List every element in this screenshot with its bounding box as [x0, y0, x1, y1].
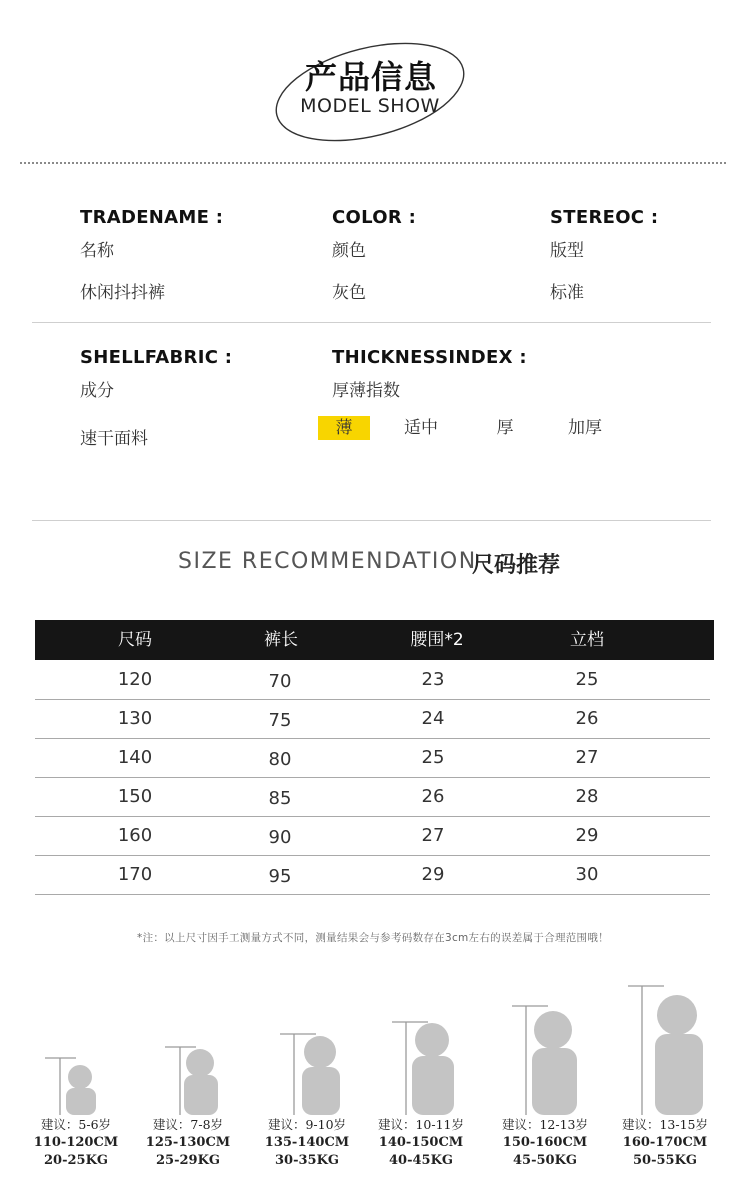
shellfabric-label-cn: 成分	[80, 381, 114, 401]
rec-age: 建议：5-6岁	[40, 1117, 112, 1132]
thickness-option-medium: 适中	[404, 418, 438, 438]
tradename-label-en: TRADENAME :	[80, 207, 224, 228]
tradename-label-cn: 名称	[80, 241, 114, 261]
cell-rise: 26	[575, 708, 599, 729]
size-section-title-en: SIZE RECOMMENDATION	[178, 549, 477, 574]
rec-age: 建议：13-15岁	[621, 1117, 709, 1132]
kids-height-silhouettes	[0, 975, 746, 1115]
kid-silhouette-2	[184, 1049, 218, 1115]
header-rise: 立档	[570, 630, 604, 650]
measurement-note: *注：以上尺寸因手工测量方式不同，测量结果会与参考码数存在3cm左右的误差属于合理范围哦！	[137, 932, 609, 944]
rec-weight: 40-45KG	[389, 1153, 453, 1168]
cell-length: 75	[268, 710, 292, 731]
cell-length: 70	[268, 671, 292, 692]
recommendation-6	[605, 1116, 725, 1170]
rec-weight: 25-29KG	[156, 1153, 220, 1168]
rec-weight: 20-25KG	[44, 1153, 108, 1168]
stereoc-label-en: STEREOC :	[550, 207, 659, 228]
thickness-label-en: THICKNESSINDEX :	[332, 347, 527, 368]
cell-waist: 26	[421, 786, 445, 807]
shellfabric-value: 速干面料	[80, 429, 148, 449]
page-title-en: MODEL SHOW	[300, 95, 440, 117]
cell-rise: 25	[575, 669, 599, 690]
cell-rise: 29	[575, 825, 599, 846]
cell-length: 90	[268, 827, 292, 848]
cell-waist: 23	[421, 669, 445, 690]
thickness-option-thick: 厚	[496, 418, 514, 438]
recommendation-1	[16, 1116, 136, 1170]
rec-weight: 30-35KG	[275, 1153, 339, 1168]
cell-rise: 30	[575, 864, 599, 885]
rec-height: 135-140CM	[264, 1135, 350, 1150]
info-divider-1	[32, 322, 711, 323]
cell-size: 130	[117, 708, 153, 729]
rec-age: 建议：12-13岁	[501, 1117, 589, 1132]
table-row	[35, 777, 710, 817]
cell-waist: 24	[421, 708, 445, 729]
cell-size: 150	[117, 786, 153, 807]
cell-length: 95	[268, 866, 292, 887]
cell-size: 120	[117, 669, 153, 690]
thickness-option-thin: 薄	[318, 416, 370, 440]
header-length: 裤长	[264, 630, 298, 650]
shellfabric-label-en: SHELLFABRIC :	[80, 347, 233, 368]
header-size: 尺码	[118, 630, 152, 650]
rec-age: 建议：7-8岁	[152, 1117, 224, 1132]
table-row	[35, 699, 710, 739]
recommendation-3	[247, 1116, 367, 1170]
size-table-header	[35, 620, 714, 660]
rec-height: 125-130CM	[145, 1135, 231, 1150]
rec-height: 150-160CM	[502, 1135, 588, 1150]
header-waist: 腰围*2	[410, 630, 464, 650]
kid-silhouette-5	[532, 1011, 577, 1115]
cell-size: 140	[117, 747, 153, 768]
kid-silhouette-4	[412, 1023, 454, 1115]
cell-length: 80	[268, 749, 292, 770]
recommendation-2	[128, 1116, 248, 1170]
info-divider-2	[32, 520, 711, 521]
table-row	[35, 816, 710, 856]
size-section-title-cn: 尺码推荐	[472, 553, 561, 578]
table-row	[35, 738, 710, 778]
cell-size: 160	[117, 825, 153, 846]
stereoc-value: 标准	[550, 283, 584, 303]
color-label-cn: 颜色	[332, 241, 366, 261]
kid-silhouette-3	[302, 1036, 340, 1115]
cell-length: 85	[268, 788, 292, 809]
rec-age: 建议：10-11岁	[377, 1117, 465, 1132]
thickness-option-extra-thick: 加厚	[568, 418, 602, 438]
rec-weight: 50-55KG	[633, 1153, 697, 1168]
cell-size: 170	[117, 864, 153, 885]
rec-height: 140-150CM	[378, 1135, 464, 1150]
cell-waist: 25	[421, 747, 445, 768]
cell-waist: 27	[421, 825, 445, 846]
rec-height: 110-120CM	[33, 1135, 119, 1150]
recommendation-5	[485, 1116, 605, 1170]
dotted-divider	[20, 162, 726, 164]
stereoc-label-cn: 版型	[550, 241, 584, 261]
color-label-en: COLOR :	[332, 207, 417, 228]
kid-silhouette-1	[66, 1065, 96, 1115]
table-row	[35, 855, 710, 895]
thickness-label-cn: 厚薄指数	[332, 381, 400, 401]
kid-silhouette-6	[655, 995, 703, 1115]
rec-age: 建议：9-10岁	[267, 1117, 347, 1132]
tradename-value: 休闲抖抖裤	[80, 283, 165, 303]
table-row	[35, 660, 710, 700]
recommendation-4	[361, 1116, 481, 1170]
cell-waist: 29	[421, 864, 445, 885]
rec-height: 160-170CM	[622, 1135, 708, 1150]
cell-rise: 28	[575, 786, 599, 807]
rec-weight: 45-50KG	[513, 1153, 577, 1168]
cell-rise: 27	[575, 747, 599, 768]
color-value: 灰色	[332, 283, 366, 303]
page-title-cn: 产品信息	[304, 58, 437, 96]
